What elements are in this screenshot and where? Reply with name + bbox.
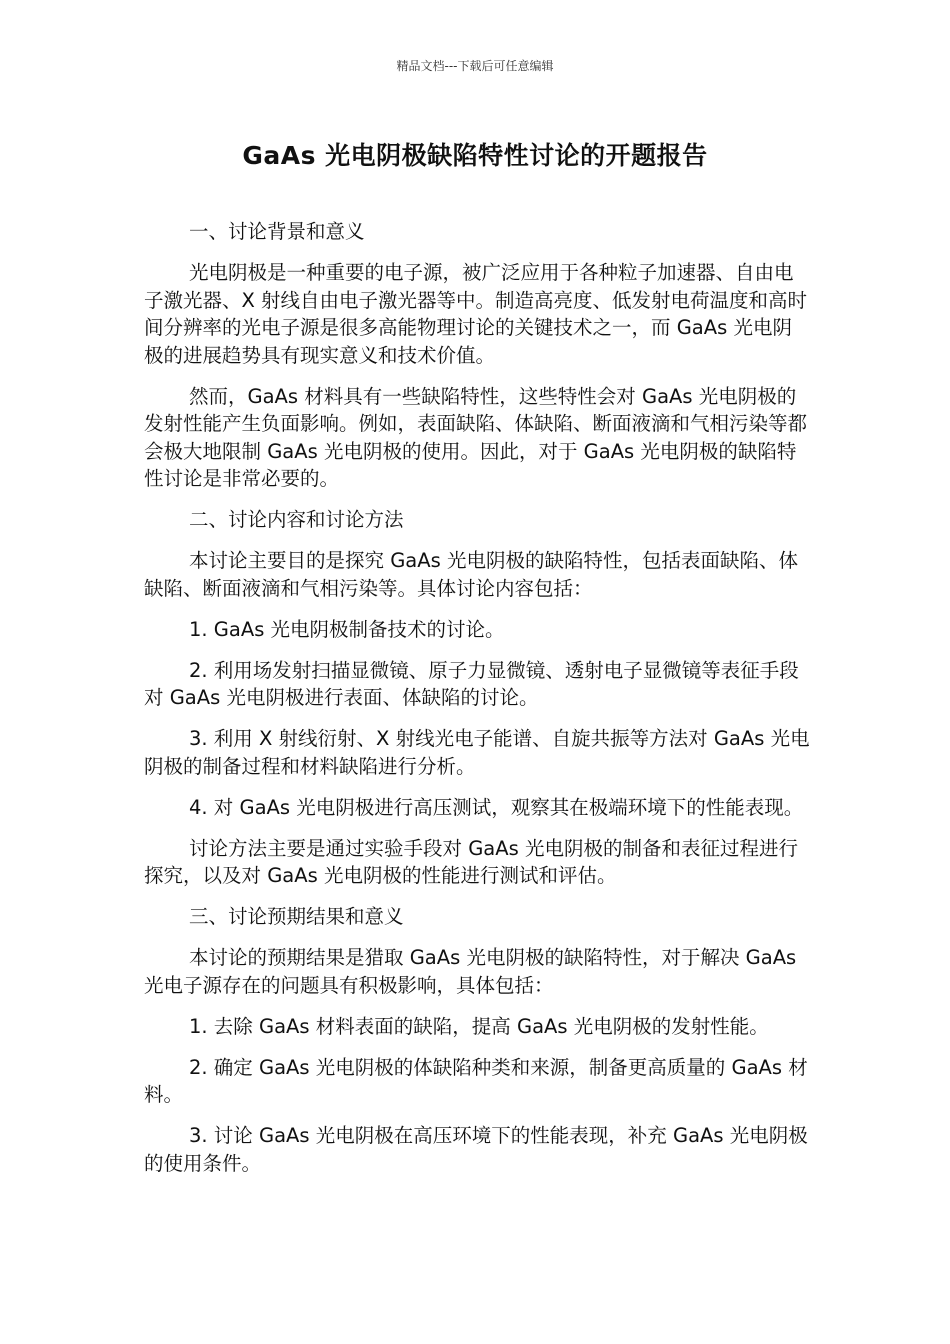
list-item-content-3: 3. 利用 X 射线衍射、X 射线光电子能谱、自旋共振等方法对 GaAs 光电阴极的制备过程和材料缺陷进行分析。 [144, 727, 810, 778]
paragraph-background-1: 光电阴极是一种重要的电子源，被广泛应用于各种粒子加速器、自由电子激光器、X 射线自由电子激光器等中。制造高亮度、低发射电荷温度和高时间分辨率的光电子源是很多高能物理讨论的关键技术之一，而 GaAs 光电阴极的进展趋势具有现实意义和技术价值。 [144, 261, 808, 367]
list-item-results-2: 2. 确定 GaAs 光电阴极的体缺陷种类和来源，制备更高质量的 GaAs 材料。 [144, 1055, 808, 1106]
list-item-content-1: 1. GaAs 光电阴极制备技术的讨论。 [189, 617, 505, 641]
document-body [144, 218, 810, 1191]
document-title: GaAs 光电阴极缺陷特性讨论的开题报告 [242, 141, 708, 170]
header-note: 精品文档---下载后可任意编辑 [396, 59, 554, 73]
list-item-content-2: 2. 利用场发射扫描显微镜、原子力显微镜、透射电子显微镜等表征手段对 GaAs 光电阴极进行表面、体缺陷的讨论。 [144, 658, 799, 709]
section-heading-background: 一、讨论背景和意义 [189, 220, 365, 243]
list-item-results-3: 3. 讨论 GaAs 光电阴极在高压环境下的性能表现，补充 GaAs 光电阴极的使用条件。 [144, 1124, 808, 1175]
list-item-results-1: 1. 去除 GaAs 材料表面的缺陷，提高 GaAs 光电阴极的发射性能。 [189, 1014, 769, 1038]
paragraph-results-intro: 本讨论的预期结果是猎取 GaAs 光电阴极的缺陷特性，对于解决 GaAs 光电子源存在的问题具有积极影响，具体包括： [144, 946, 797, 997]
section-heading-content: 二、讨论内容和讨论方法 [189, 508, 404, 531]
section-heading-results: 三、讨论预期结果和意义 [189, 905, 404, 928]
paragraph-background-2: 然而，GaAs 材料具有一些缺陷特性，这些特性会对 GaAs 光电阴极的发射性能产生负面影响。例如，表面缺陷、体缺陷、断面液滴和气相污染等都会极大地限制 GaAs 光电阴极的使用。因此，对于 GaAs 光电阴极的缺陷特性讨论是非常必要的。 [144, 384, 808, 490]
paragraph-content-intro: 本讨论主要目的是探究 GaAs 光电阴极的缺陷特性，包括表面缺陷、体缺陷、断面液滴和气相污染等。具体讨论内容包括： [144, 549, 798, 600]
list-item-content-4: 4. 对 GaAs 光电阴极进行高压测试，观察其在极端环境下的性能表现。 [189, 795, 804, 819]
paragraph-method: 讨论方法主要是通过实验手段对 GaAs 光电阴极的制备和表征过程进行探究，以及对 GaAs 光电阴极的性能进行测试和评估。 [144, 836, 798, 887]
